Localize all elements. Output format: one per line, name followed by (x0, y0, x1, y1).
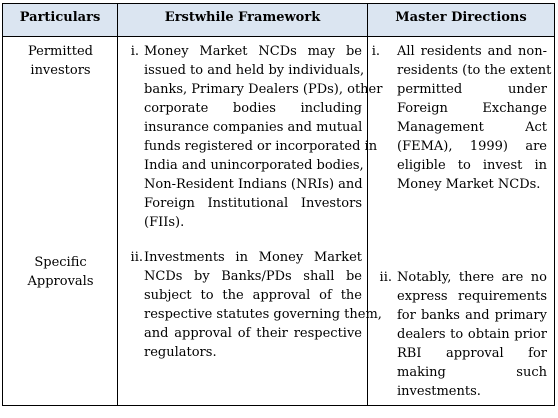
text-line: for banks and primary (397, 308, 547, 323)
text-line: issued to and held by individuals, (144, 63, 365, 78)
text-line: making such (397, 365, 547, 380)
text-line: funds registered or incorporated in (144, 139, 378, 154)
header-row (3, 4, 555, 37)
text-line: respective statutes governing them, (144, 307, 382, 322)
header-particulars: Particulars (3, 4, 118, 37)
text-line: dealers to obtain prior (397, 327, 547, 342)
text-line: (FIIs). (144, 215, 185, 230)
text-line: Notably, there are no (397, 270, 547, 285)
item-text (397, 42, 552, 194)
item-number: i. (371, 44, 380, 59)
text-line: Management Act (397, 120, 547, 135)
text-line: Money Market NCDs may be (144, 44, 362, 59)
text-line: India and unincorporated bodies, (144, 158, 364, 173)
text-line: eligible to invest in (397, 158, 547, 173)
text-line: permitted under (397, 82, 547, 97)
text-line: investments. (397, 384, 481, 399)
text-line: Foreign Institutional Investors (144, 196, 362, 211)
header-master-directions: Master Directions (368, 4, 555, 37)
item-text (397, 268, 547, 401)
body-row (3, 37, 555, 406)
item-number: ii. (130, 250, 143, 265)
text-line: regulators. (144, 345, 217, 360)
item-number: ii. (379, 270, 392, 285)
text-line: residents (to the extent (397, 63, 552, 78)
text-line: insurance companies and mutual (144, 120, 363, 135)
erstwhile-cell (118, 37, 383, 406)
text-line: corporate bodies including (144, 101, 362, 116)
item-number: i. (130, 44, 139, 59)
particular-specific-approvals: Specific Approvals (27, 255, 94, 289)
text-line: Foreign Exchange (397, 101, 547, 116)
header-erstwhile-framework: Erstwhile Framework (118, 4, 368, 37)
item-text (144, 248, 382, 362)
text-line: Money Market NCDs. (397, 177, 541, 192)
text-line: (FEMA), 1999) are (397, 139, 547, 154)
text-line: Investments in Money Market (144, 250, 362, 265)
particular-permitted-investors: Permitted investors (27, 44, 94, 78)
text-line: All residents and non- (397, 44, 547, 59)
text-line: RBI approval for (397, 346, 547, 361)
master-cell (368, 37, 555, 406)
text-line: and approval of their respective (144, 326, 362, 341)
comparison-table (2, 3, 555, 406)
item-text (144, 42, 383, 232)
text-line: subject to the approval of the (144, 288, 362, 303)
particulars-cell (3, 37, 118, 406)
text-line: banks, Primary Dealers (PDs), other (144, 82, 383, 97)
text-line: Non-Resident Indians (NRIs) and (144, 177, 363, 192)
text-line: NCDs by Banks/PDs shall be (144, 269, 362, 284)
text-line: express requirements (397, 289, 547, 304)
